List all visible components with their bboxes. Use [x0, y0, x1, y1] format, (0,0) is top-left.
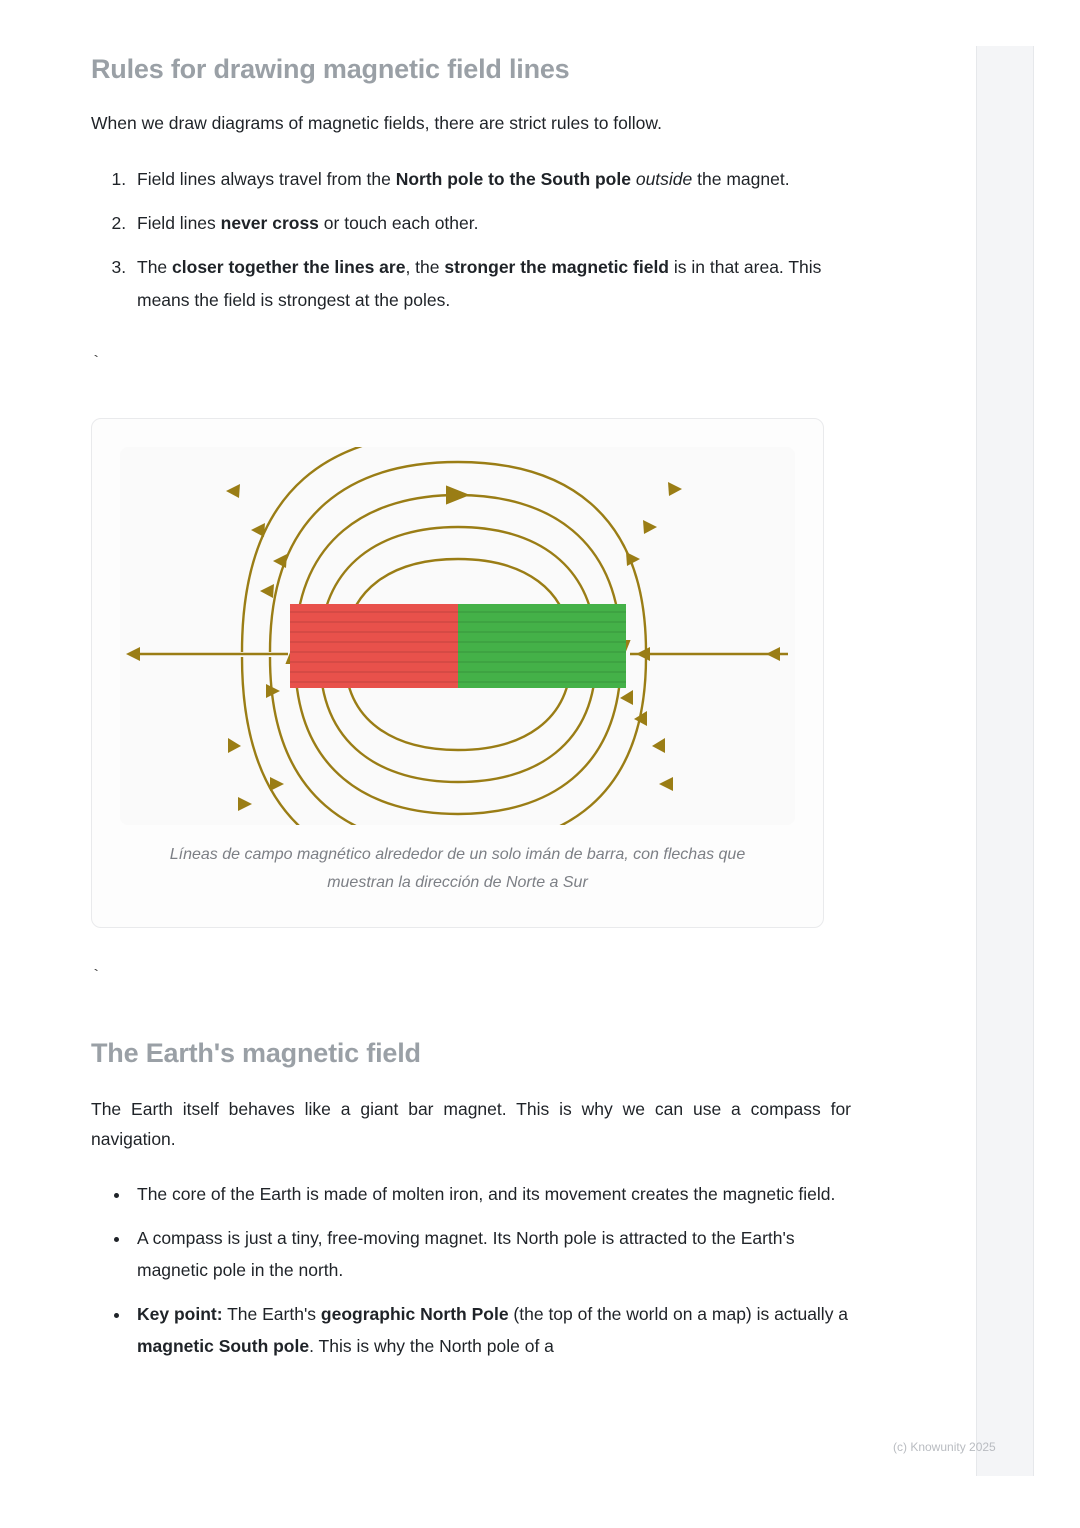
rule-1-bold-a: North pole to the South pole [395, 169, 636, 189]
bar-magnet [290, 604, 626, 688]
bullet-3-keypoint-label: Key point: [137, 1304, 223, 1324]
list-item [131, 1178, 851, 1210]
rule-1-text-a: Field lines always travel from the [137, 169, 396, 189]
rule-2-text-b: or touch each other. [318, 213, 479, 233]
rule-3-bold-b: stronger the magnetic field [444, 257, 669, 277]
rule-2-text-a: Field lines [137, 213, 221, 233]
earth-bullet-list [91, 1178, 851, 1362]
figure-caption: Líneas de campo magnético alrededor de un solo imán de barra, con flechas que muestran la dirección de Norte a Sur [169, 846, 746, 891]
section-title-earth: The Earth's magnetic field [91, 1038, 421, 1068]
rule-3-text-b: , the [405, 257, 445, 277]
rule-2-bold: never cross [220, 213, 319, 233]
list-item [131, 1298, 851, 1362]
bullet-2-text: A compass is just a tiny, free-moving magnet. Its North pole is attracted to the Earth's magnetic pole in the north. [137, 1228, 795, 1280]
section-title-rules: Rules for drawing magnetic field lines [91, 54, 570, 84]
bullet-3-text-a: The Earth's [222, 1304, 321, 1324]
magnetic-field-svg [120, 447, 795, 825]
bullet-3-text-b: (the top of the world on a map) is actually a [508, 1304, 849, 1324]
bullet-3-bold-a: geographic North Pole [320, 1304, 509, 1324]
earth-intro-paragraph: The Earth itself behaves like a giant bar magnet. This is why we can use a compass for navigation. [91, 1099, 851, 1149]
rules-intro-paragraph: When we draw diagrams of magnetic fields, there are strict rules to follow. [91, 113, 662, 133]
rules-list [91, 163, 851, 317]
stray-backtick-bottom: ` [91, 968, 102, 987]
list-item [131, 207, 851, 240]
rule-3-bold-a: closer together the lines are [172, 257, 406, 277]
rule-3-text-c: is in that area. This means the field is strongest at the poles. [137, 257, 822, 310]
figure-card [91, 418, 824, 928]
rule-1-italic: outside [635, 169, 693, 189]
scroll-panel[interactable] [976, 46, 1034, 1476]
document-content [91, 0, 851, 1374]
magnet-diagram [120, 447, 795, 825]
stray-backtick-top: ` [91, 354, 102, 373]
bullet-3-bold-b: magnetic South pole [137, 1336, 310, 1356]
bullet-1-text: The core of the Earth is made of molten iron, and its movement creates the magnetic field. [137, 1184, 836, 1204]
list-item [131, 163, 851, 196]
rule-3-text-a: The [137, 257, 173, 277]
rule-1-text-b: the magnet. [692, 169, 790, 189]
bullet-3-text-c: . This is why the North pole of a [309, 1336, 554, 1356]
list-item [131, 251, 851, 317]
list-item [131, 1222, 851, 1286]
watermark: (c) Knowunity 2025 [893, 1440, 996, 1454]
